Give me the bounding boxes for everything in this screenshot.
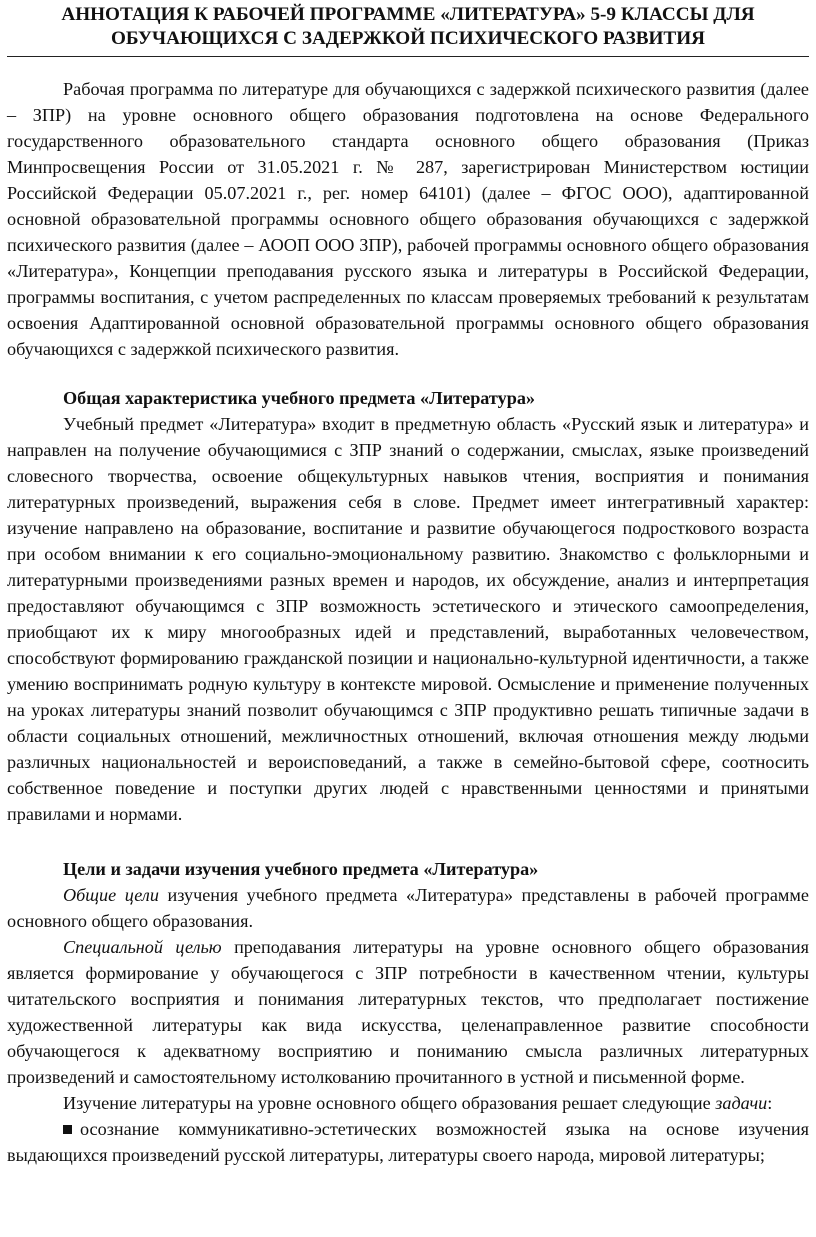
general-goals-paragraph xyxy=(7,882,809,934)
title-divider xyxy=(7,56,809,57)
general-goals-text: изучения учебного предмета «Литература» представлены в рабочей программе основного общего образования. xyxy=(7,885,810,931)
title-line-2: ОБУЧАЮЩИХСЯ С ЗАДЕРЖКОЙ ПСИХИЧЕСКОГО РАЗВИТИЯ xyxy=(110,27,706,49)
special-goal-term: Специальной целью xyxy=(63,937,222,957)
special-goal-text: преподавания литературы на уровне основного общего образования является формирование у обучающегося с ЗПР потребности в качественном чтении, культуры читательского восприятия и понимания литературных текстов, что предполагает постижение художественной литературы как вида искусства, целенаправленное развитие способности обучающегося к адекватному восприятию и пониманию смысла различных литературных произведений и самостоятельному истолкованию прочитанного в устной и письменной форме. xyxy=(7,937,809,1087)
square-bullet-icon xyxy=(63,1125,72,1134)
task-bullet-item xyxy=(7,1116,809,1168)
section-heading-goals: Цели и задачи изучения учебного предмета «Литература» xyxy=(63,859,539,879)
document-title xyxy=(7,3,809,50)
tasks-term: задачи xyxy=(715,1093,768,1113)
intro-paragraph: Рабочая программа по литературе для обучающихся с задержкой психического развития (далее – ЗПР) на уровне основного общего образования подготовлена на основе Федерального государственного образовательного стандарта основного общего образования (Приказ Минпросвещения России от 31.05.2021 г. № 287, зарегистрирован Министерством юстиции Российской Федерации 05.07.2021 г., рег. номер 64101) (далее – ФГОС ООО), адаптированной основной образовательной программы основного общего образования обучающихся с задержкой психического развития (далее – АООП ООО ЗПР), рабочей программы основного общего образования «Литература», Концепции преподавания русского языка и литературы в Российской Федерации, программы воспитания, с учетом распределенных по классам проверяемых требований к результатам освоения Адаптированной основной образовательной программы основного общего образования обучающихся с задержкой психического развития. xyxy=(7,79,809,359)
characteristics-paragraph: Учебный предмет «Литература» входит в предметную область «Русский язык и литература» и направлен на получение обучающимися с ЗПР знаний о содержании, смыслах, языке произведений словесного творчества, освоение общекультурных навыков чтения, восприятия и понимания литературных произведений, выражения себя в слове. Предмет имеет интегративный характер: изучение направлено на образование, воспитание и развитие обучающегося подросткового возраста при особом внимании к его социально-эмоциональному развитию. Знакомство с фольклорными и литературными произведениями разных времен и народов, их обсуждение, анализ и интерпретация предоставляют обучающимся с ЗПР возможность эстетического и этического самоопределения, приобщают их к миру многообразных идей и представлений, выработанных человечеством, способствуют формированию гражданской позиции и национально-культурной идентичности, а также умению воспринимать родную культуру в контексте мировой. Осмысление и применение полученных на уроках литературы знаний позволит обучающимся с ЗПР продуктивно решать типичные задачи в области социальных отношений, межличностных отношений, включая отношения между людьми различных национальностей и вероисповеданий, а также в семейно-бытовой сфере, соотносить собственное поведение и поступки других людей с нравственными ценностями и принятыми правилами и нормами. xyxy=(7,414,809,824)
tasks-intro-text: Изучение литературы на уровне основного общего образования решает следующие xyxy=(63,1093,716,1113)
tasks-intro-paragraph xyxy=(7,1090,809,1116)
title-line-1: АННОТАЦИЯ К РАБОЧЕЙ ПРОГРАММЕ «ЛИТЕРАТУРА» 5-9 КЛАССЫ ДЛЯ xyxy=(61,4,755,25)
general-goals-term: Общие цели xyxy=(63,885,159,905)
section-heading-characteristics: Общая характеристика учебного предмета «Литература» xyxy=(63,388,536,408)
tasks-colon: : xyxy=(767,1093,773,1113)
task-bullet-text: осознание коммуникативно-эстетических возможностей языка на основе изучения выдающихся произведений русской литературы, литературы своего народа, мировой литературы; xyxy=(7,1119,809,1165)
special-goal-paragraph xyxy=(7,934,809,1090)
